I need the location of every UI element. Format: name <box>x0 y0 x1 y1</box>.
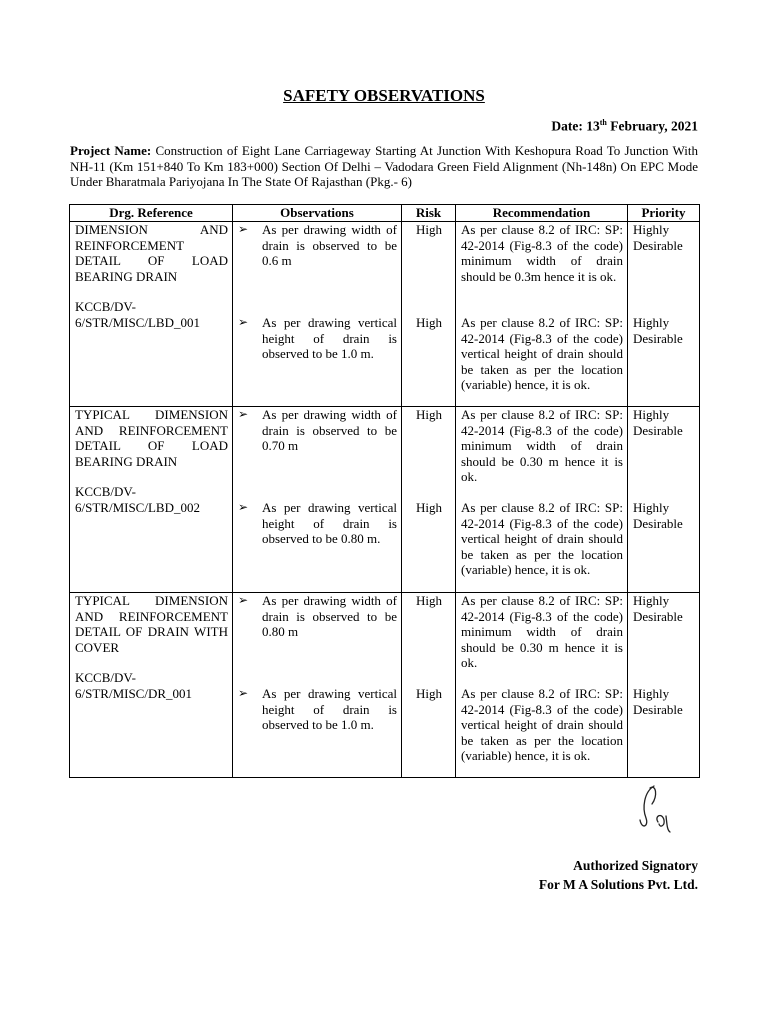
observation-item <box>238 222 397 315</box>
bullet-arrow-icon: ➢ <box>238 315 249 329</box>
recommendation-text: As per clause 8.2 of IRC: SP: 42-2014 (Fig-8.3 of the code) minimum width of drain should be 0.30 m hence it is ok. <box>461 407 623 484</box>
observations-cell <box>233 222 402 407</box>
table-row <box>70 593 700 778</box>
header-recommendation: Recommendation <box>456 205 628 222</box>
table-body <box>70 222 700 778</box>
drawing-code: KCCB/DV-6/STR/MISC/DR_001 <box>75 670 193 701</box>
observation-text: As per drawing width of drain is observed to be 0.70 m <box>262 407 397 453</box>
document-date <box>551 118 698 135</box>
risk-value: High <box>416 593 442 608</box>
header-drg-reference: Drg. Reference <box>70 205 233 222</box>
priority-value: Highly Desirable <box>633 315 683 346</box>
drg-reference-cell <box>70 593 233 778</box>
risk-value: High <box>416 407 442 422</box>
observations-cell <box>233 593 402 778</box>
recommendation-text: As per clause 8.2 of IRC: SP: 42-2014 (Fig-8.3 of the code) vertical height of drain should be taken as per the location (variable) hence, it is ok. <box>461 686 623 763</box>
risk-value: High <box>416 315 442 330</box>
drawing-title: TYPICAL DIMENSION AND REINFORCEMENT DETAIL OF DRAIN WITH COVER <box>75 593 228 655</box>
priority-value: Highly Desirable <box>633 593 683 624</box>
date-sup: th <box>599 118 607 127</box>
risk-value: High <box>416 686 442 701</box>
observation-text: As per drawing width of drain is observed to be 0.6 m <box>262 222 397 268</box>
bullet-arrow-icon: ➢ <box>238 593 249 607</box>
handwritten-signature <box>634 782 684 840</box>
risk-value: High <box>416 222 442 237</box>
observation-text: As per drawing vertical height of drain is observed to be 0.80 m. <box>262 500 397 546</box>
observations-table <box>69 204 700 778</box>
bullet-arrow-icon: ➢ <box>238 500 249 514</box>
observation-text: As per drawing vertical height of drain is observed to be 1.0 m. <box>262 315 397 361</box>
authorized-signatory-block <box>539 856 698 894</box>
risk-cell <box>402 593 456 778</box>
drg-reference-cell <box>70 222 233 407</box>
table-row <box>70 407 700 593</box>
signatory-company: For M A Solutions Pvt. Ltd. <box>538 877 698 892</box>
project-text: Construction of Eight Lane Carriageway Starting At Junction With Keshopura Road To Junction With NH-11 (Km 151+840 To Km 183+000) Section Of Delhi – Vadodara Green Field Alignment (Nh-148n) On EPC Mode Under Bharatmala Pariyojana In The State Of Rajasthan (Pkg.- 6) <box>70 143 698 190</box>
header-risk: Risk <box>402 205 456 222</box>
drawing-title: DIMENSION AND REINFORCEMENT DETAIL OF LOAD BEARING DRAIN <box>75 222 228 284</box>
observation-item <box>238 593 397 686</box>
recommendation-cell <box>456 222 628 407</box>
priority-value: Highly Desirable <box>633 500 683 531</box>
bullet-arrow-icon: ➢ <box>238 222 249 236</box>
recommendation-cell <box>456 593 628 778</box>
table-header-row <box>70 205 700 222</box>
drawing-code: KCCB/DV-6/STR/MISC/LBD_001 <box>75 299 200 330</box>
date-suffix: February, 2021 <box>606 118 698 134</box>
bullet-arrow-icon: ➢ <box>238 407 249 421</box>
date-prefix: Date: 13 <box>551 118 600 134</box>
observation-item <box>238 686 397 733</box>
risk-cell <box>402 407 456 593</box>
observation-item <box>238 407 397 500</box>
recommendation-cell <box>456 407 628 593</box>
observation-text: As per drawing vertical height of drain is observed to be 1.0 m. <box>262 686 397 732</box>
priority-cell <box>628 593 700 778</box>
drawing-title: TYPICAL DIMENSION AND REINFORCEMENT DETAIL OF LOAD BEARING DRAIN <box>75 407 228 469</box>
observation-item <box>238 315 397 362</box>
priority-cell <box>628 222 700 407</box>
drawing-code: KCCB/DV-6/STR/MISC/LBD_002 <box>75 484 200 515</box>
recommendation-text: As per clause 8.2 of IRC: SP: 42-2014 (Fig-8.3 of the code) minimum width of drain should be 0.3m hence it is ok. <box>461 222 623 284</box>
project-name-paragraph <box>70 143 698 190</box>
risk-value: High <box>416 500 442 515</box>
observation-text: As per drawing width of drain is observed to be 0.80 m <box>262 593 397 639</box>
header-observations: Observations <box>233 205 402 222</box>
recommendation-text: As per clause 8.2 of IRC: SP: 42-2014 (Fig-8.3 of the code) minimum width of drain should be 0.30 m hence it is ok. <box>461 593 623 670</box>
risk-cell <box>402 222 456 407</box>
project-label: Project Name: <box>70 143 152 158</box>
priority-value: Highly Desirable <box>633 222 683 253</box>
recommendation-text: As per clause 8.2 of IRC: SP: 42-2014 (Fig-8.3 of the code) vertical height of drain should be taken as per the location (variable) hence, it is ok. <box>461 500 623 577</box>
observations-cell <box>233 407 402 593</box>
table-row <box>70 222 700 407</box>
page-title: SAFETY OBSERVATIONS <box>283 86 485 105</box>
signatory-title: Authorized Signatory <box>573 858 698 873</box>
recommendation-text: As per clause 8.2 of IRC: SP: 42-2014 (Fig-8.3 of the code) vertical height of drain should be taken as per the location (variable) hence, it is ok. <box>461 315 623 392</box>
priority-value: Highly Desirable <box>633 407 683 438</box>
priority-value: Highly Desirable <box>633 686 683 717</box>
observation-item <box>238 500 397 547</box>
priority-cell <box>628 407 700 593</box>
header-priority: Priority <box>628 205 700 222</box>
drg-reference-cell <box>70 407 233 593</box>
bullet-arrow-icon: ➢ <box>238 686 249 700</box>
